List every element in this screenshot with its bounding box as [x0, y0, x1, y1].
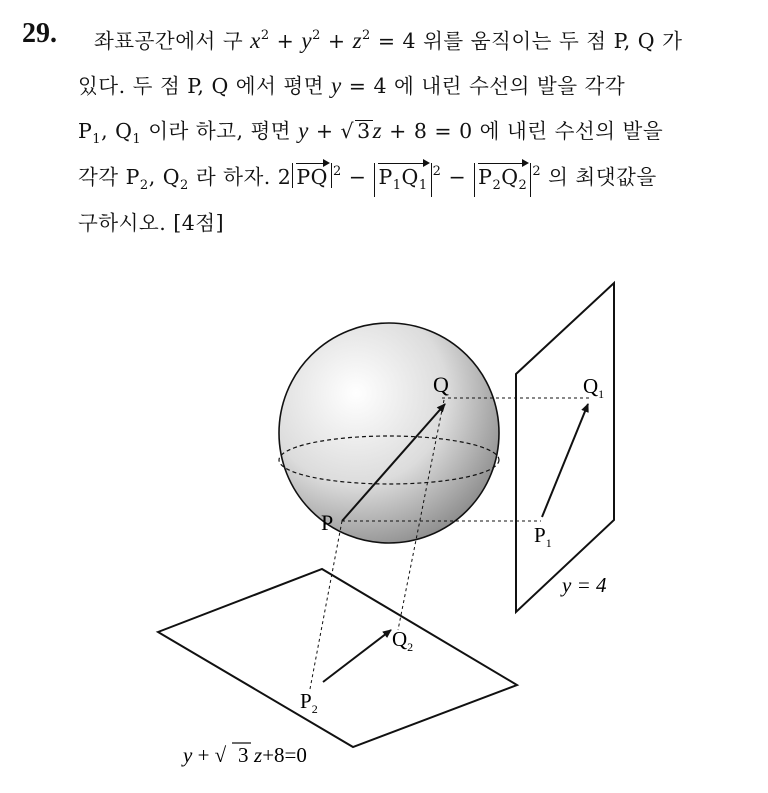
text-segment: 이라 하고, 평면: [141, 119, 299, 143]
label-q1: $Q_1$: [583, 374, 605, 401]
text-segment: 좌표공간에서 구: [94, 29, 251, 53]
exponent: 2: [332, 164, 342, 179]
radicand: 3: [357, 119, 371, 143]
vector-pq: PQ: [296, 165, 328, 189]
sqrt-symbol: √: [340, 119, 355, 143]
text-segment: 에 내린 수선의 발을 각각: [387, 74, 626, 98]
subscript: 2: [180, 178, 189, 193]
minus-sign: −: [341, 165, 374, 189]
sphere: [279, 323, 499, 543]
text-segment: 의 최댓값을: [541, 165, 657, 189]
plane-tilted: [158, 569, 517, 747]
exponent: 2: [260, 28, 270, 43]
text-segment: 에 내린 수선의 발을: [472, 119, 664, 143]
label-p2: $P_2$: [300, 689, 318, 716]
text-segment: 각각 P: [78, 165, 140, 189]
exponent: 2: [432, 164, 442, 179]
exponent: 2: [362, 28, 371, 43]
equals-four: = 4: [341, 74, 388, 98]
svg-text:z+8=0: z+8=0: [254, 743, 307, 767]
label-p: P: [321, 510, 334, 535]
text-segment: 위를 움직이는 두 점 P, Q 가: [416, 29, 683, 53]
point-q: , Q: [148, 165, 181, 189]
label-q2: $Q_2$: [392, 627, 414, 654]
var-y: y: [298, 118, 309, 143]
point-q: , Q: [101, 119, 133, 143]
subscript: 1: [132, 132, 142, 147]
plane2-label: [181, 743, 307, 767]
exponent: 2: [312, 28, 321, 43]
problem-number: 29.: [22, 18, 57, 49]
equals-four: = 4: [370, 29, 417, 53]
point-p: P: [78, 119, 93, 143]
var-y: y: [301, 28, 313, 53]
equals-zero: + 8 = 0: [382, 119, 473, 143]
plane-y-equals-4: [516, 283, 614, 612]
subscript: 1: [92, 132, 102, 147]
var-y: y: [331, 73, 342, 98]
subscript: 2: [139, 178, 149, 193]
text-segment: 있다. 두 점 P, Q 에서 평면: [78, 74, 332, 98]
problem-line-5: 구하시오. [4점]: [78, 211, 225, 235]
vector-p1q1: $P_1Q_1$: [378, 163, 427, 197]
text-segment: 라 하자. 2: [188, 165, 292, 189]
exponent: 2: [532, 164, 542, 179]
label-p1: $P_1$: [534, 523, 552, 550]
label-q: Q: [433, 372, 449, 397]
plus-sign: +: [269, 29, 302, 53]
var-z: z: [352, 28, 363, 53]
svg-text:3: 3: [238, 743, 249, 767]
var-x: x: [250, 28, 261, 53]
var-z: z: [372, 118, 383, 143]
plane1-label: y = 4: [562, 573, 607, 597]
plus-sign: +: [320, 29, 353, 53]
minus-sign: −: [441, 165, 474, 189]
vector-p2q2: $P_2Q_2$: [478, 163, 527, 197]
svg-text:y + √: y + √: [183, 743, 227, 767]
plus-sign: +: [308, 119, 341, 143]
